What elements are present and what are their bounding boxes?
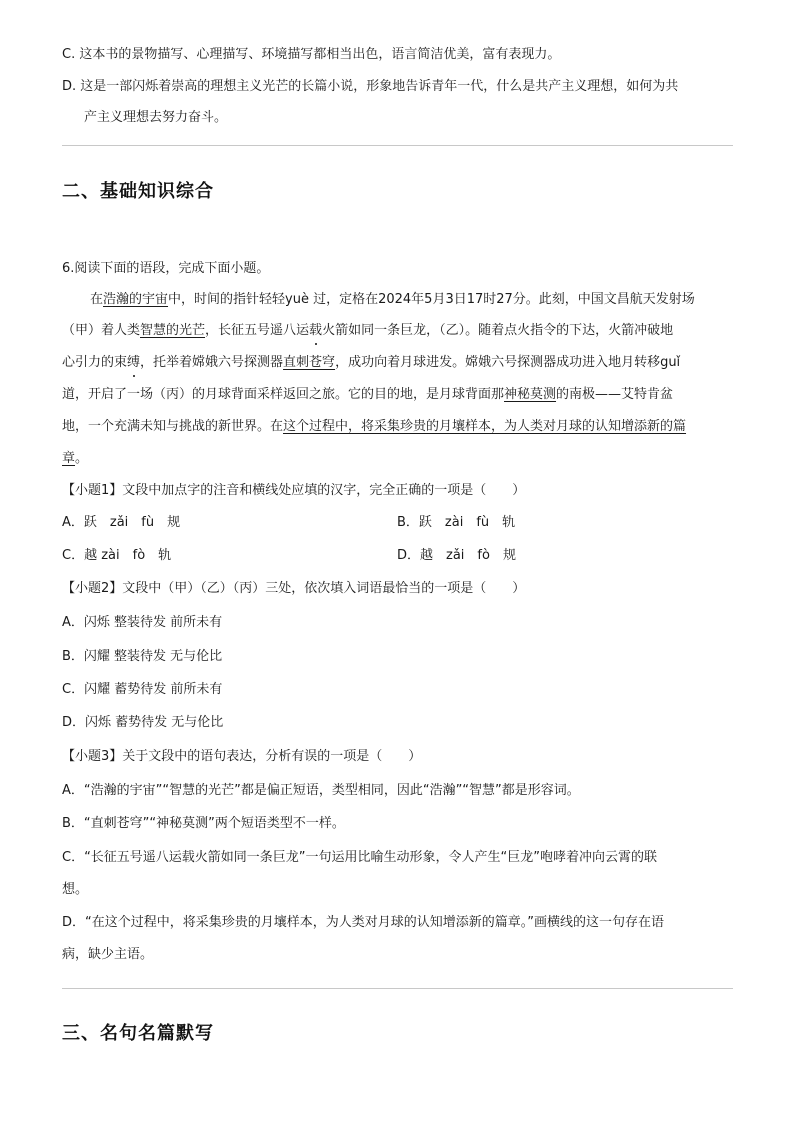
- subquestion-1-option-b[interactable]: B．跃 zài fù 轨: [397, 515, 516, 530]
- underlined-sentence: 这个过程中，将采集珍贵的月壤样本，为人类对月球的认知增添新的篇: [283, 419, 687, 434]
- passage-line: （甲）着人类智慧的光芒，长征五号遥八运载火箭如同一条巨龙，（乙）。随着点火指令的下达，火箭冲破地: [62, 321, 673, 341]
- subquestion-3-option-d-continuation: 病，缺少主语。: [62, 947, 154, 962]
- subquestion-1-option-c[interactable]: C．越 zài fò 轨: [62, 548, 172, 563]
- section-heading-famous-lines: 三、名句名篇默写: [62, 1023, 214, 1044]
- subquestion-2-option-c[interactable]: C．闪耀 蓄势待发 前所未有: [62, 682, 223, 697]
- subquestion-3-option-c-continuation: 想。: [62, 882, 89, 897]
- divider: [62, 145, 733, 146]
- subquestion-1-option-a[interactable]: A．跃 zǎi fù 规: [62, 515, 181, 530]
- subquestion-3-prompt: 【小题3】关于文段中的语句表达，分析有误的一项是（ ）: [62, 749, 422, 764]
- underlined-phrase: 直刺苍穹: [283, 355, 336, 370]
- passage-line: 在浩瀚的宇宙中，时间的指针轻轻yuè 过，定格在2024年5月3日17时27分。此刻，中国文昌航天发射场: [90, 292, 695, 307]
- question-stem: 6.阅读下面的语段，完成下面小题。: [62, 261, 270, 276]
- passage-line: 心引力的束缚，托举着嫦娥六号探测器直刺苍穹，成功向着月球进发。嫦娥六号探测器成功进入地月转移guǐ: [62, 353, 680, 373]
- option-d[interactable]: D. 这是一部闪烁着崇高的理想主义光芒的长篇小说，形象地告诉青年一代，什么是共产主义理想，如何为共: [62, 79, 679, 94]
- option-c[interactable]: C. 这本书的景物描写、心理描写、环境描写都相当出色，语言简洁优美，富有表现力。: [62, 47, 561, 62]
- subquestion-3-option-b[interactable]: B．“直刺苍穹”“神秘莫测”两个短语类型不一样。: [62, 816, 345, 831]
- underlined-sentence-end: 章: [62, 451, 76, 466]
- subquestion-2-option-b[interactable]: B．闪耀 整装待发 无与伦比: [62, 649, 223, 664]
- option-d-continuation: 产主义理想去努力奋斗。: [84, 110, 228, 125]
- passage-line: 道，开启了一场（丙）的月球背面采样返回之旅。它的目的地，是月球背面那神秘莫测的南极——艾特肯盆: [62, 387, 674, 402]
- divider: [62, 988, 733, 989]
- underlined-phrase: 神秘莫测: [504, 387, 557, 402]
- passage-line: 章。: [62, 451, 89, 466]
- dotted-character: 缚: [127, 353, 140, 373]
- section-heading-basic-knowledge: 二、基础知识综合: [62, 181, 214, 202]
- subquestion-3-option-a[interactable]: A．“浩瀚的宇宙”“智慧的光芒”都是偏正短语，类型相同，因此“浩瀚”“智慧”都是形容词。: [62, 783, 580, 798]
- subquestion-1-option-d[interactable]: D．越 zǎi fò 规: [397, 548, 516, 563]
- subquestion-3-option-d[interactable]: D．“在这个过程中，将采集珍贵的月壤样本，为人类对月球的认知增添新的篇章。”画横线的这一句存在语: [62, 915, 664, 930]
- subquestion-2-option-d[interactable]: D．闪烁 蓄势待发 无与伦比: [62, 715, 224, 730]
- subquestion-3-option-c[interactable]: C．“长征五号遥八运载火箭如同一条巨龙”一句运用比喻生动形象，令人产生“巨龙”咆哮着冲向云霄的联: [62, 850, 658, 865]
- subquestion-2-prompt: 【小题2】文段中（甲）（乙）（丙）三处，依次填入词语最恰当的一项是（ ）: [62, 581, 526, 596]
- subquestion-1-prompt: 【小题1】文段中加点字的注音和横线处应填的汉字，完全正确的一项是（ ）: [62, 483, 526, 498]
- dotted-character: 载: [309, 321, 322, 341]
- underlined-phrase: 智慧的光芒: [140, 323, 206, 338]
- passage-line: 地，一个充满未知与挑战的新世界。在这个过程中，将采集珍贵的月壤样本，为人类对月球的认知增添新的篇: [62, 419, 687, 434]
- subquestion-2-option-a[interactable]: A．闪烁 整装待发 前所未有: [62, 615, 223, 630]
- underlined-phrase: 浩瀚的宇宙: [103, 292, 169, 307]
